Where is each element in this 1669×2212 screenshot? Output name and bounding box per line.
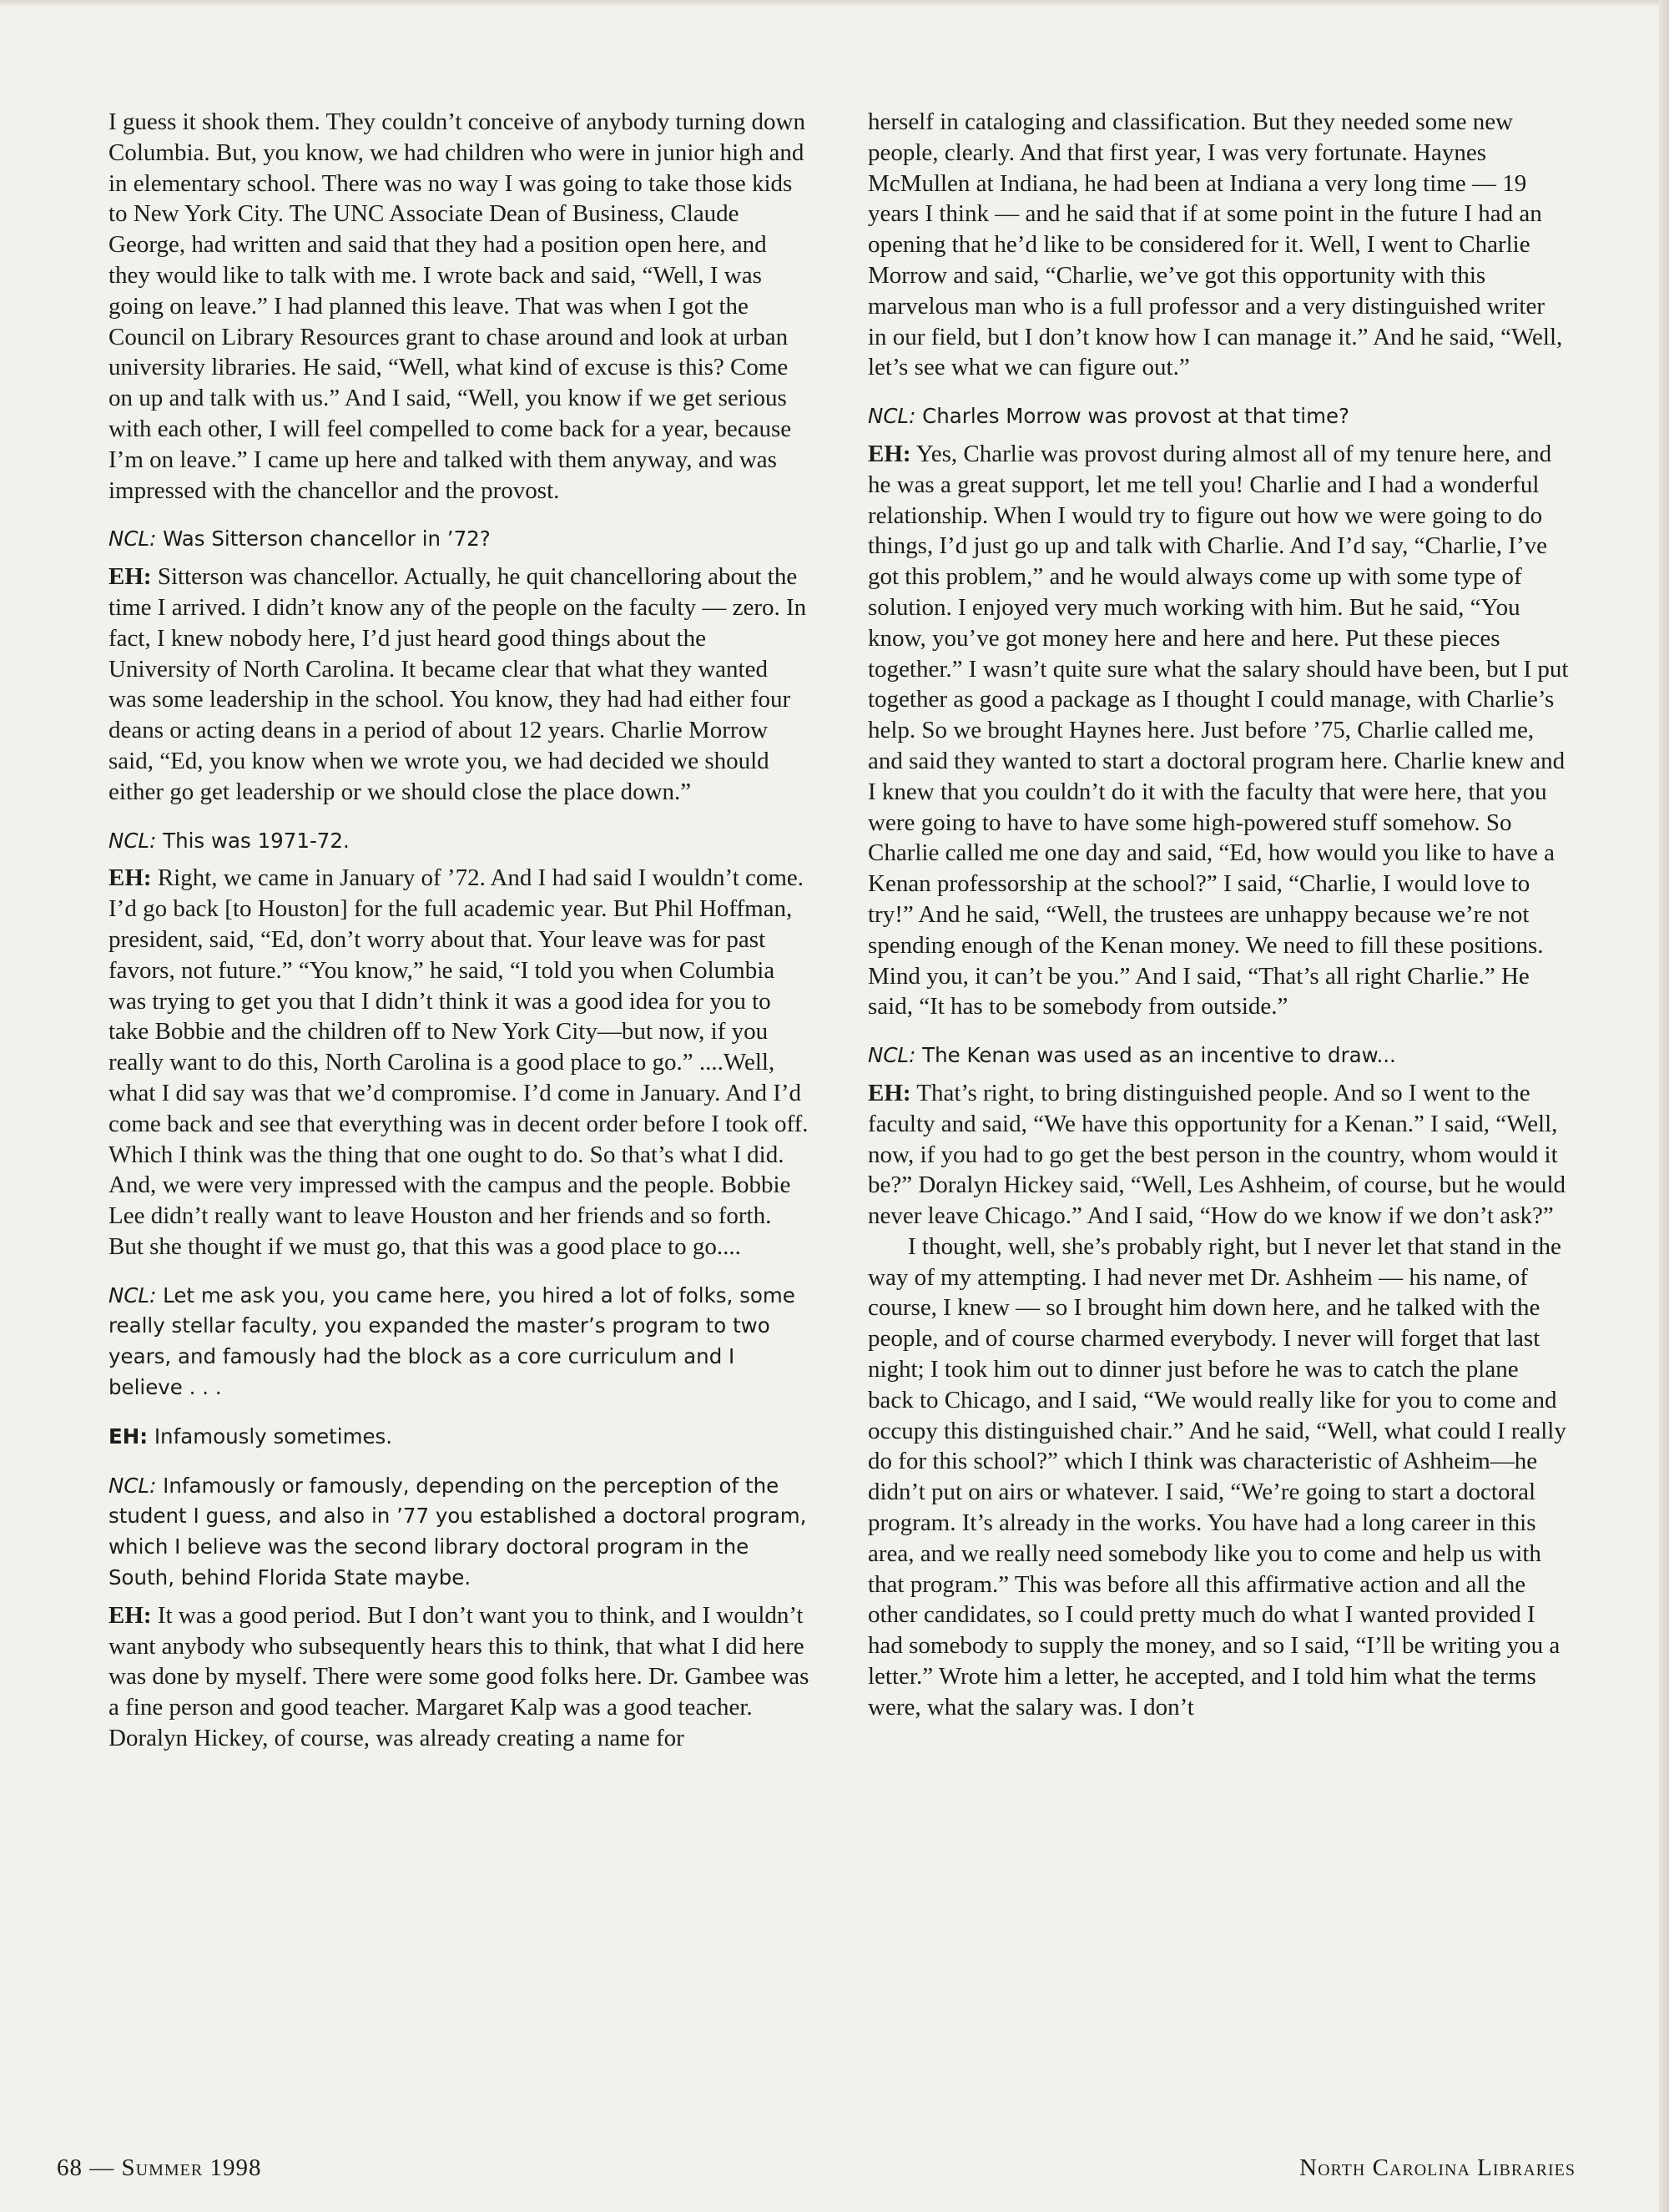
speaker-label: EH:: [868, 440, 911, 467]
speaker-label: EH:: [108, 563, 152, 591]
answer-text: Right, we came in January of ’72. And I had said I wouldn’t come. I’d go back [to Houston] for the full academic year. But Phil Hoffman, president, said, “Ed, don’t worry about that. Your leave was for past favors, not future.” “You know,” he said, “I told you when Columbia was trying to get you that I didn’t think it was a good idea for you to take Bobbie and the children off to New York City—but now, if you really want to do this, North Carolina is a good place to go.” ....Well, what I did say was that we’d compromise. I’d come in January. And I’d come back and see that everything was in decent order before I took off. Which I think was the thing that one ought to do. So that’s what I did. And, we were very impressed with the campus and the people. Bobbie Lee didn’t really want to leave Houston and her friends and so forth. But she thought if we must go, that this was a good place to go....: [108, 864, 809, 1260]
eh-answer: [108, 562, 809, 807]
eh-answer: [108, 1422, 809, 1453]
left-column: [108, 107, 809, 1754]
speaker-label: NCL:: [108, 828, 157, 853]
eh-answer: [108, 1600, 809, 1754]
answer-text: That’s right, to bring distinguished people. And so I went to the faculty and said, “We have this opportunity for a Kenan.” I said, “Well, now, if you had to go get the best person in the country, whom would it be?” Doralyn Hickey said, “Well, Les Ashheim, of course, but he would never leave Chicago.” And I said, “How do we know if we don’t ask?”: [868, 1079, 1566, 1230]
ncl-question: [868, 401, 1569, 432]
question-text: Let me ask you, you came here, you hired a lot of folks, some really stellar faculty, you expanded the master’s program to two years, and famously had the block as a core curriculum and I believe . . .: [108, 1282, 795, 1400]
question-text: This was 1971-72.: [156, 828, 350, 853]
page-edge-shadow: [1659, 0, 1669, 2212]
page-top-edge: [0, 0, 1669, 7]
speaker-label: NCL:: [868, 1043, 916, 1068]
speaker-label: NCL:: [108, 527, 157, 552]
ncl-question: [868, 1040, 1569, 1071]
question-text: Was Sitterson chancellor in ’72?: [156, 527, 491, 552]
ncl-question: [108, 826, 809, 857]
ncl-question: [108, 1471, 809, 1594]
page-number-issue: 68 — Summer 1998: [57, 2154, 262, 2181]
speaker-label: NCL:: [108, 1473, 157, 1498]
answer-text: Yes, Charlie was provost during almost all of my tenure here, and he was a great support, let me tell you! Charlie and I had a wonderful relationship. When I would try to figure out how we were going to do things, I’d just go up and talk with Charlie. And I’d say, “Charlie, I’ve got this problem,” and he would always come up with some type of solution. I enjoyed very much working with him. But he said, “You know, you’ve got money here and here and here. Put these pieces together.” I wasn’t quite sure what the salary should have been, but I put together as good a package as I thought I could manage, with Charlie’s help. So we brought Haynes here. Just before ’75, Charlie called me, and said they wanted to start a doctoral program here. Charlie knew and I knew that you couldn’t do it with the faculty that were here, that you were going to have to have some high-powered stuff somehow. So Charlie called me one day and said, “Ed, how would you like to have a Kenan professorship at the school?” I said, “Charlie, I would love to try!” And he said, “Well, the trustees are unhappy because we’re not spending enough of the Kenan money. We need to fill these positions. Mind you, it can’t be you.” And I said, “That’s all right Charlie.” He said, “It has to be somebody from outside.”: [868, 440, 1569, 1020]
eh-answer: [108, 863, 809, 1262]
speaker-label: EH:: [108, 1423, 149, 1449]
speaker-label: NCL:: [868, 404, 916, 429]
speaker-label: EH:: [108, 1601, 152, 1629]
question-text: The Kenan was used as an incentive to draw...: [915, 1043, 1396, 1068]
eh-answer: [868, 439, 1569, 1022]
eh-answer: [868, 1078, 1569, 1232]
speaker-label: EH:: [108, 864, 152, 892]
interview-paragraph: herself in cataloging and classification. But they needed some new people, clearly. And that first year, I was very fortunate. Haynes McMullen at Indiana, he had been at Indiana a very long time — 19 years I think — and he said that if at some point in the future I had an opening that he’d like to be considered for it. Well, I went to Charlie Morrow and said, “Charlie, we’ve got this opportunity with this marvelous man who is a full professor and a very distinguished writer in our field, but I don’t know how I can manage it.” And he said, “Well, let’s see what we can figure out.”: [868, 108, 1563, 381]
ncl-question: [108, 524, 809, 555]
ncl-question: [108, 1281, 809, 1403]
answer-text: It was a good period. But I don’t want you to think, and I wouldn’t want anybody who subsequently hears this to think, that what I did here was done by myself. There were some good folks here. Dr. Gambee was a fine person and good teacher. Margaret Kalp was a good teacher. Doralyn Hickey, of course, was already creating a name for: [108, 1601, 809, 1752]
right-column: [868, 107, 1569, 1723]
question-text: Infamously or famously, depending on the perception of the student I guess, and also in ’77 you established a doctoral program, which I believe was the second library doctoral program in the South, behind Florida State maybe.: [108, 1473, 807, 1590]
publication-name: North Carolina Libraries: [1299, 2154, 1576, 2181]
speaker-label: NCL:: [108, 1282, 157, 1308]
question-text: Charles Morrow was provost at that time?: [915, 404, 1350, 429]
interview-paragraph: I guess it shook them. They couldn’t conceive of anybody turning down Columbia. But, you know, we had children who were in junior high and in elementary school. There was no way I was going to take those kids to New York City. The UNC Associate Dean of Business, Claude George, had written and said that they had a position open here, and they would like to talk with me. I wrote back and said, “Well, I was going on leave.” I had planned this leave. That was when I got the Council on Library Resources grant to chase around and look at urban university libraries. He said, “Well, what kind of excuse is this? Come on up and talk with us.” And I said, “Well, you know if we get serious with each other, I will feel compelled to come back for a year, because I’m on leave.” I came up here and talked with them anyway, and was impressed with the chancellor and the provost.: [108, 108, 805, 504]
speaker-label: EH:: [868, 1079, 911, 1106]
answer-text: Infamously sometimes.: [148, 1423, 393, 1449]
interview-paragraph: I thought, well, she’s probably right, but I never let that stand in the way of my attempting. I had never met Dr. Ashheim — his name, of course, I knew — so I brought him down here, and he talked with the people, and of course charmed everybody. I never will forget that last night; I took him out to dinner just before he was to catch the plane back to Chicago, and I said, “We would really like for you to come and occupy this distinguished chair.” And he said, “Well, what could I really do for this school?” which I think was characteristic of Ashheim—he didn’t put on airs or whatever. I said, “We’re going to start a doctoral program. It’s already in the works. You have had a long career in this area, and we really need somebody like you to come and help us with that program.” This was before all this affirmative action and all the other candidates, so I could pretty much do what I wanted provided I had somebody to supply the money, and so I said, “I’ll be writing you a letter.” Wrote him a letter, he accepted, and I told him what the terms were, what the salary was. I don’t: [868, 1232, 1566, 1721]
answer-text: Sitterson was chancellor. Actually, he quit chancelloring about the time I arrived. I didn’t know any of the people on the faculty — zero. In fact, I knew nobody here, I’d just heard good things about the University of North Carolina. It became clear that what they wanted was some leadership in the school. You know, they had had either four deans or acting deans in a period of about 12 years. Charlie Morrow said, “Ed, you know when we wrote you, we had decided we should either go get leadership or we should close the place down.”: [108, 563, 807, 805]
